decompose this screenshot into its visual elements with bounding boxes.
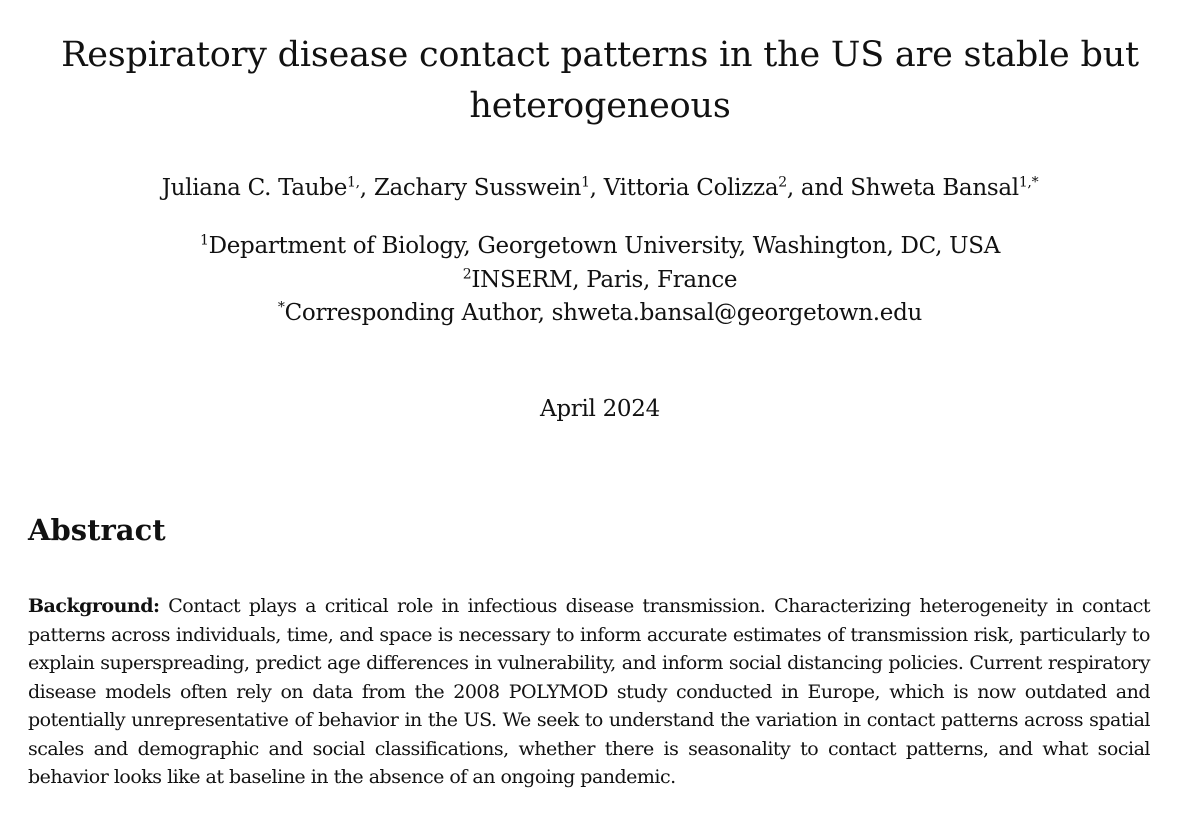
author-list (0, 172, 1200, 204)
author-marks: 1, (347, 174, 360, 191)
affiliation-mark: 1 (199, 232, 209, 249)
abstract-background (28, 592, 1150, 792)
author-marks: 2 (778, 174, 787, 191)
corresponding-author (0, 297, 1200, 330)
author-marks: 1,* (1018, 174, 1039, 191)
affiliation-mark: 2 (462, 266, 472, 283)
background-label: Background: (28, 595, 160, 617)
paper-title (0, 30, 1200, 132)
author-separator: , (359, 175, 374, 201)
background-text: Contact plays a critical role in infectious disease transmission. Characterizing heterogeneity in contact patterns across individuals, time, and space is necessary to inform accurate estimates of transmission risk, particularly to explain superspreading, predict age differences in vulnerability, and inform social distancing policies. Current respiratory disease models often rely on data from the 2008 POLYMOD study conducted in Europe, which is now outdated and potentially unrepresentative of behavior in the US. We seek to understand the variation in contact patterns across spatial scales and demographic and social classifications, whether there is seasonality to contact patterns, and what social behavior looks like at baseline in the absence of an ongoing pandemic. (28, 595, 1150, 788)
affiliation-2 (0, 264, 1200, 297)
title-line-2: heterogeneous (469, 86, 731, 126)
author-separator: , and (786, 175, 851, 201)
affiliation-text: Department of Biology, Georgetown University, Washington, DC, USA (208, 233, 1001, 259)
affiliation-mark: * (277, 299, 285, 316)
affiliation-text: INSERM, Paris, France (471, 267, 738, 293)
author-name: Juliana C. Taube (161, 175, 348, 201)
affiliation-1 (0, 230, 1200, 263)
affiliation-text: Corresponding Author, shweta.bansal@georgetown.edu (284, 300, 923, 326)
author-name: Vittoria Colizza (603, 175, 779, 201)
abstract-heading: Abstract (28, 513, 166, 547)
publication-date: April 2024 (540, 396, 660, 422)
author-marks: 1 (581, 174, 590, 191)
title-line-1: Respiratory disease contact patterns in the US are stable but (61, 35, 1139, 75)
author-name: Zachary Susswein (373, 175, 582, 201)
author-separator: , (589, 175, 604, 201)
author-name: Shweta Bansal (850, 175, 1019, 201)
